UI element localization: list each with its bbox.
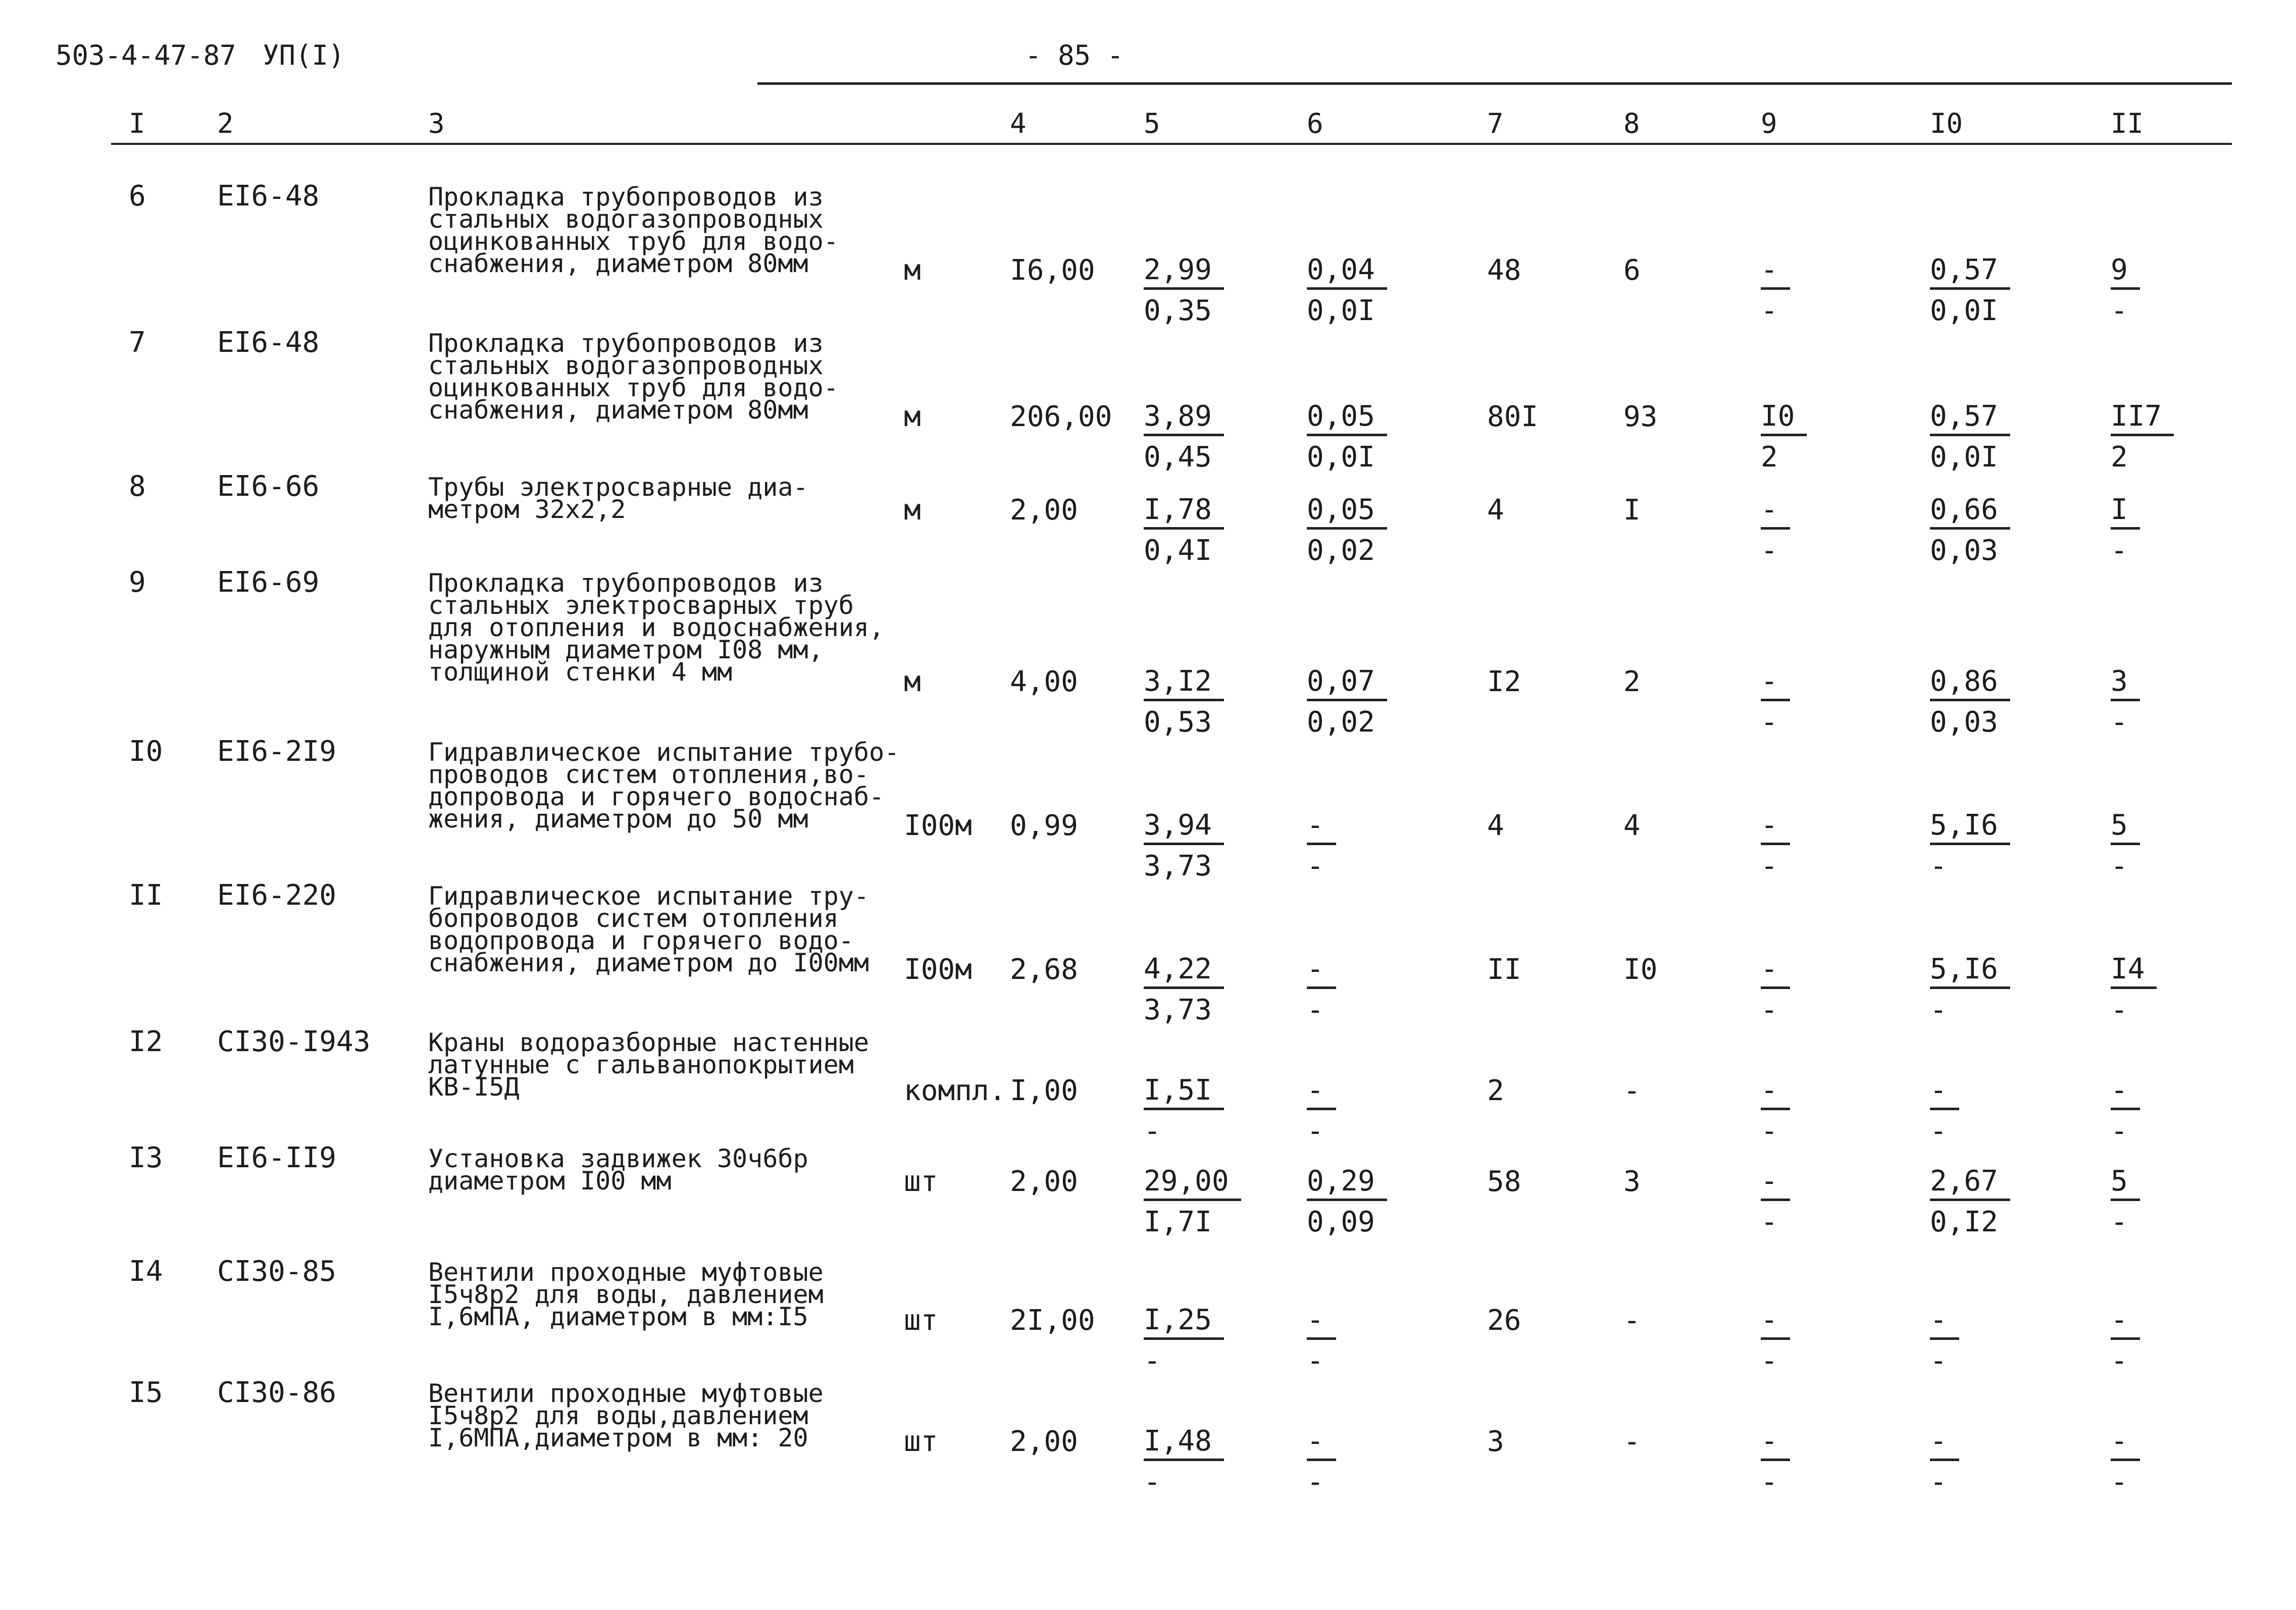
quantity: 2,68 [1010, 953, 1078, 986]
table-row [0, 180, 2296, 327]
unit: м [904, 400, 921, 433]
labour-total [2111, 666, 2212, 738]
wage-total: 93 [1623, 400, 1658, 433]
row-number: II [129, 879, 163, 912]
header-rule [111, 143, 2232, 145]
wage-total: 4 [1623, 809, 1641, 842]
fraction-numerator: 3 [2111, 666, 2140, 701]
labour-total [2111, 954, 2212, 1025]
rate-code: EI6-48 [217, 180, 320, 213]
fraction-denominator: 0,03 [1930, 706, 1998, 739]
machine-total [1761, 1426, 1862, 1497]
rate-code: EI6-2I9 [217, 735, 337, 768]
unit: м [904, 665, 921, 698]
quantity: I6,00 [1010, 254, 1095, 287]
fraction-numerator: - [1761, 255, 1790, 290]
work-description: Краны водоразборные настенные латунные с гальванопокрытием КВ-I5Д [428, 1028, 869, 1102]
work-description: Трубы электросварные диа- метром 32x2,2 [428, 473, 808, 524]
wage-total: - [1623, 1304, 1641, 1337]
quantity: I,00 [1010, 1074, 1078, 1107]
fraction-denominator: - [1930, 1344, 1947, 1377]
machine-total [1761, 1305, 1862, 1376]
fraction-denominator: - [1930, 1466, 1947, 1498]
wage-total: 6 [1623, 254, 1641, 287]
fraction-denominator: - [1307, 994, 1324, 1026]
machine-cost [1307, 1305, 1408, 1376]
machine-total [1761, 1166, 1862, 1237]
work-description: Вентили проходные муфтовые I5ч8р2 для воды, давлением I,6мПА, диаметром в мм:I5 [428, 1258, 824, 1331]
fraction-numerator: - [1761, 495, 1790, 530]
fraction-numerator: - [1930, 1075, 1959, 1110]
fraction-denominator: - [1930, 994, 1947, 1026]
fraction-denominator: 0,0I [1307, 294, 1375, 327]
table-row [0, 879, 2296, 1026]
table-row [0, 1378, 2296, 1510]
fraction-numerator: 3,89 [1144, 401, 1224, 436]
page-number: - 85 - [1025, 39, 1124, 71]
fraction-denominator: 0,I2 [1930, 1206, 1998, 1238]
fraction-denominator: - [1761, 706, 1778, 739]
unit-cost [1144, 1305, 1245, 1376]
fraction-denominator: 0,03 [1930, 534, 1998, 567]
column-number: 4 [1010, 108, 1027, 139]
column-number: 3 [428, 108, 445, 139]
fraction-numerator: - [1761, 954, 1790, 989]
fraction-numerator: 0,04 [1307, 255, 1387, 290]
machine-cost [1307, 401, 1408, 473]
labour-per-unit [1930, 255, 2031, 326]
fraction-numerator: I,78 [1144, 495, 1224, 530]
fraction-denominator: - [1930, 1115, 1947, 1148]
labour-per-unit [1930, 810, 2031, 881]
machine-cost [1307, 810, 1408, 881]
machine-total [1761, 810, 1862, 881]
work-description: Прокладка трубопроводов из стальных электросварных труб для отопления и водоснабжения, наружным диаметром I08 мм, толщиной стенки 4 мм [428, 568, 885, 687]
quantity: 2,00 [1010, 494, 1078, 527]
wage-total: 3 [1623, 1165, 1641, 1198]
labour-total [2111, 1166, 2212, 1237]
machine-cost [1307, 1075, 1408, 1147]
work-description: Прокладка трубопроводов из стальных водогазопроводных оцинкованных труб для водо- снабжения, диаметром 80мм [428, 329, 839, 425]
row-number: 9 [129, 566, 146, 599]
fraction-denominator: - [2111, 1115, 2128, 1148]
quantity: 206,00 [1010, 400, 1112, 433]
fraction-denominator: - [2111, 706, 2128, 739]
fraction-numerator: - [1761, 1075, 1790, 1110]
fraction-numerator: 5,I6 [1930, 810, 2010, 845]
machine-total [1761, 954, 1862, 1025]
fraction-denominator: 0,53 [1144, 706, 1212, 739]
row-number: 8 [129, 470, 146, 503]
fraction-numerator: 9 [2111, 255, 2140, 290]
unit-cost [1144, 810, 1245, 881]
machine-total [1761, 666, 1862, 738]
work-description: Гидравлическое испытание тру- бопроводов систем отопления водопровода и горячего водо- снабжения, диаметром до I00мм [428, 881, 869, 977]
fraction-numerator: 0,57 [1930, 401, 2010, 436]
fraction-numerator: - [1761, 666, 1790, 701]
fraction-numerator: I,5I [1144, 1075, 1224, 1110]
fraction-denominator: 0,4I [1144, 534, 1212, 567]
column-number: I0 [1930, 108, 1963, 139]
wage-total: 2 [1623, 665, 1641, 698]
machine-total [1761, 255, 1862, 326]
fraction-denominator: 0,35 [1144, 294, 1212, 327]
fraction-denominator: - [1144, 1115, 1161, 1148]
quantity: 0,99 [1010, 809, 1078, 842]
fraction-denominator: - [1761, 1206, 1778, 1238]
table-row [0, 326, 2296, 474]
unit: м [904, 494, 921, 527]
fraction-numerator: 5,I6 [1930, 954, 2010, 989]
unit-cost [1144, 255, 1245, 326]
unit-cost [1144, 1426, 1245, 1497]
fraction-numerator: 0,07 [1307, 666, 1387, 701]
fraction-denominator: 3,73 [1144, 850, 1212, 882]
unit: шт [904, 1425, 938, 1458]
fraction-numerator: 5 [2111, 1166, 2140, 1201]
column-number: 9 [1761, 108, 1777, 139]
fraction-denominator: - [2111, 1206, 2128, 1238]
work-description: Гидравлическое испытание трубо- проводов систем отопления,во- допровода и горячего водоснаб- жения, диаметром до 50 мм [428, 738, 900, 834]
fraction-denominator: - [1761, 1115, 1778, 1148]
fraction-numerator: - [1307, 1075, 1336, 1110]
fraction-numerator: 0,05 [1307, 401, 1387, 436]
fraction-numerator: I,25 [1144, 1305, 1224, 1340]
row-number: I3 [129, 1141, 163, 1174]
quantity: 2,00 [1010, 1425, 1078, 1458]
rate-code: CI30-I943 [217, 1025, 371, 1058]
fraction-denominator: - [2111, 994, 2128, 1026]
unit-cost [1144, 1166, 1245, 1237]
fraction-denominator: - [1307, 1115, 1324, 1148]
document-code: 503-4-47-87 [56, 39, 236, 71]
labour-total [2111, 495, 2212, 566]
wage-total: I [1623, 494, 1641, 527]
labour-total [2111, 1075, 2212, 1147]
fraction-numerator: - [1307, 1305, 1336, 1340]
column-number: 2 [217, 108, 234, 139]
fraction-numerator: 3,94 [1144, 810, 1224, 845]
fraction-denominator: - [2111, 294, 2128, 327]
fraction-numerator: - [1930, 1305, 1959, 1340]
fraction-numerator: 3,I2 [1144, 666, 1224, 701]
wage-total: - [1623, 1425, 1641, 1458]
fraction-numerator: - [2111, 1426, 2140, 1461]
fraction-numerator: I [2111, 495, 2140, 530]
fraction-numerator: I4 [2111, 954, 2157, 989]
fraction-numerator: - [2111, 1305, 2140, 1340]
fraction-numerator: 0,29 [1307, 1166, 1387, 1201]
fraction-denominator: - [1761, 1344, 1778, 1377]
fraction-numerator: 2,99 [1144, 255, 1224, 290]
labour-per-unit [1930, 954, 2031, 1025]
fraction-numerator: 2,67 [1930, 1166, 2010, 1201]
fraction-denominator: 2 [2111, 441, 2128, 474]
total-cost: II [1487, 953, 1521, 986]
total-cost: 4 [1487, 809, 1504, 842]
table-row [0, 735, 2296, 882]
fraction-denominator: - [2111, 534, 2128, 567]
machine-cost [1307, 954, 1408, 1025]
quantity: 2I,00 [1010, 1304, 1095, 1337]
total-cost: 48 [1487, 254, 1521, 287]
row-number: I0 [129, 735, 163, 768]
rate-code: EI6-220 [217, 879, 337, 912]
unit-cost [1144, 495, 1245, 566]
fraction-denominator: - [1761, 1466, 1778, 1498]
machine-cost [1307, 495, 1408, 566]
machine-cost [1307, 1426, 1408, 1497]
fraction-numerator: - [2111, 1075, 2140, 1110]
total-cost: 2 [1487, 1074, 1504, 1107]
rate-code: EI6-69 [217, 566, 320, 599]
labour-per-unit [1930, 401, 2031, 473]
column-number: I [129, 108, 145, 139]
fraction-denominator: - [1307, 1344, 1324, 1377]
column-number: 7 [1487, 108, 1504, 139]
column-number: II [2111, 108, 2144, 139]
rate-code: EI6-66 [217, 470, 320, 503]
table-row [0, 566, 2296, 739]
fraction-denominator: - [1144, 1466, 1161, 1498]
fraction-numerator: II7 [2111, 401, 2174, 436]
fraction-numerator: - [1307, 810, 1336, 845]
fraction-denominator: 0,02 [1307, 706, 1375, 739]
fraction-denominator: - [1761, 294, 1778, 327]
fraction-numerator: - [1761, 810, 1790, 845]
labour-total [2111, 810, 2212, 881]
column-number: 5 [1144, 108, 1160, 139]
fraction-denominator: 0,02 [1307, 534, 1375, 567]
wage-total: I0 [1623, 953, 1658, 986]
fraction-numerator: - [1307, 1426, 1336, 1461]
unit-cost [1144, 666, 1245, 738]
quantity: 2,00 [1010, 1165, 1078, 1198]
labour-per-unit [1930, 666, 2031, 738]
machine-total [1761, 495, 1862, 566]
column-number: 8 [1623, 108, 1640, 139]
unit: шт [904, 1165, 938, 1198]
rate-code: CI30-86 [217, 1376, 337, 1409]
labour-total [2111, 1305, 2212, 1376]
table-row [0, 1257, 2296, 1388]
labour-per-unit [1930, 1305, 2031, 1376]
column-number: 6 [1307, 108, 1323, 139]
total-cost: I2 [1487, 665, 1521, 698]
row-number: I5 [129, 1376, 163, 1409]
unit-cost [1144, 1075, 1245, 1147]
fraction-numerator: - [1761, 1166, 1790, 1201]
fraction-denominator: 2 [1761, 441, 1778, 474]
total-cost: 3 [1487, 1425, 1504, 1458]
table-row [0, 1141, 2296, 1275]
fraction-denominator: 0,09 [1307, 1206, 1375, 1238]
fraction-denominator: - [1761, 994, 1778, 1026]
section-code: УП(I) [263, 39, 345, 71]
labour-per-unit [1930, 1426, 2031, 1497]
rate-code: EI6-48 [217, 326, 320, 359]
machine-total [1761, 1075, 1862, 1147]
fraction-denominator: I,7I [1144, 1206, 1212, 1238]
unit: м [904, 254, 921, 287]
machine-cost [1307, 666, 1408, 738]
table-row [0, 1027, 2296, 1159]
machine-cost [1307, 1166, 1408, 1237]
unit-cost [1144, 401, 1245, 473]
fraction-denominator: - [1761, 850, 1778, 882]
unit: I00м [904, 953, 972, 986]
machine-total [1761, 401, 1862, 473]
labour-total [2111, 1426, 2212, 1497]
labour-total [2111, 401, 2212, 473]
fraction-numerator: - [1761, 1426, 1790, 1461]
fraction-denominator: 0,0I [1930, 294, 1998, 327]
fraction-numerator: I,48 [1144, 1426, 1224, 1461]
wage-total: - [1623, 1074, 1641, 1107]
fraction-numerator: 0,57 [1930, 255, 2010, 290]
work-description: Вентили проходные муфтовые I5ч8р2 для воды,давлением I,6МПА,диаметром в мм: 20 [428, 1379, 824, 1452]
fraction-denominator: - [1307, 850, 1324, 882]
fraction-numerator: - [1930, 1426, 1959, 1461]
fraction-denominator: 0,0I [1930, 441, 1998, 474]
labour-per-unit [1930, 1166, 2031, 1237]
fraction-numerator: 29,00 [1144, 1166, 1241, 1201]
fraction-denominator: 3,73 [1144, 994, 1212, 1026]
row-number: 6 [129, 180, 146, 213]
row-number: I4 [129, 1255, 163, 1288]
fraction-denominator: - [2111, 1344, 2128, 1377]
rate-code: EI6-II9 [217, 1141, 337, 1174]
fraction-denominator: - [2111, 1466, 2128, 1498]
fraction-numerator: 0,05 [1307, 495, 1387, 530]
fraction-numerator: 5 [2111, 810, 2140, 845]
work-description: Установка задвижек 30ч6бр диаметром I00 мм [428, 1144, 808, 1196]
labour-per-unit [1930, 1075, 2031, 1147]
fraction-denominator: 0,0I [1307, 441, 1375, 474]
fraction-denominator: - [2111, 850, 2128, 882]
total-cost: 4 [1487, 494, 1504, 527]
fraction-numerator: 4,22 [1144, 954, 1224, 989]
row-number: 7 [129, 326, 146, 359]
fraction-denominator: - [1761, 534, 1778, 567]
total-cost: 26 [1487, 1304, 1521, 1337]
unit: I00м [904, 809, 972, 842]
unit-cost [1144, 954, 1245, 1025]
fraction-denominator: - [1144, 1344, 1161, 1377]
fraction-numerator: I0 [1761, 401, 1807, 436]
fraction-numerator: 0,86 [1930, 666, 2010, 701]
fraction-denominator: - [1930, 850, 1947, 882]
work-description: Прокладка трубопроводов из стальных водогазопроводных оцинкованных труб для водо- снабжения, диаметром 80мм [428, 182, 839, 278]
quantity: 4,00 [1010, 665, 1078, 698]
row-number: I2 [129, 1025, 163, 1058]
total-cost: 58 [1487, 1165, 1521, 1198]
fraction-numerator: - [1307, 954, 1336, 989]
labour-total [2111, 255, 2212, 326]
fraction-denominator: 0,45 [1144, 441, 1212, 474]
labour-per-unit [1930, 495, 2031, 566]
unit: компл. [904, 1074, 1006, 1107]
fraction-numerator: - [1761, 1305, 1790, 1340]
fraction-numerator: 0,66 [1930, 495, 2010, 530]
machine-cost [1307, 255, 1408, 326]
rate-code: CI30-85 [217, 1255, 337, 1288]
fraction-denominator: - [1307, 1466, 1324, 1498]
top-rule [757, 82, 2232, 85]
total-cost: 80I [1487, 400, 1539, 433]
unit: шт [904, 1304, 938, 1337]
